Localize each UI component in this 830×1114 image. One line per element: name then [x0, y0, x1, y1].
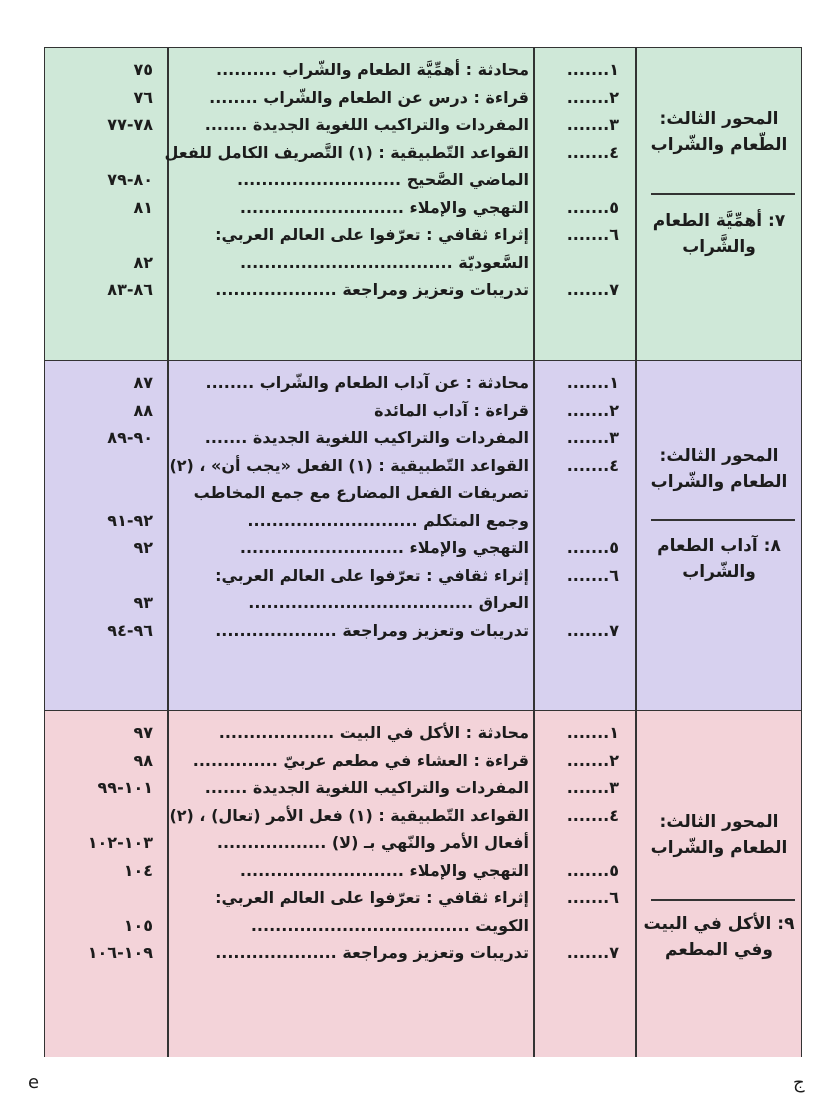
toc-row	[45, 88, 801, 114]
section-lesson-8	[45, 361, 801, 710]
toc-row	[45, 280, 801, 306]
lesson-step-number: ٦.......	[566, 565, 619, 585]
page-number: ٩٣	[133, 593, 153, 612]
lesson-step-title: التهجي والإملاء ...........................	[239, 538, 529, 557]
toc-row	[45, 566, 801, 592]
lesson-step-title: التهجي والإملاء ...........................	[239, 860, 529, 880]
axis-title: المحور الثالث: الطعام والشّراب	[650, 446, 788, 492]
lesson-step-number: ٤.......	[566, 455, 619, 475]
lesson-step-number: ٧.......	[566, 943, 619, 962]
lesson-step-title: إثراء ثقافي : تعرّفوا على العالم العربي:	[215, 565, 529, 585]
lesson-step-title: المفردات والتراكيب اللغوية الجديدة .......	[204, 428, 529, 447]
toc-row	[45, 723, 801, 749]
page-number: ١٠٣-١٠٢	[87, 833, 153, 852]
page-number: ٩٢	[133, 538, 153, 557]
lesson-step-number: ٤.......	[566, 805, 619, 825]
lesson-step-number: ١.......	[566, 60, 619, 79]
lesson-step-number: ٣.......	[566, 115, 619, 134]
page-number: ١٠٩-١٠٦	[87, 943, 153, 962]
lesson-step-title: وجمع المتكلم ............................	[247, 510, 529, 530]
lesson-step-title: إثراء ثقافي : تعرّفوا على العالم العربي:	[215, 225, 529, 244]
page-number: ٧٦	[133, 87, 153, 107]
toc-row	[45, 593, 801, 619]
lesson-step-title: العراق .....................................	[248, 593, 529, 612]
lesson-step-number: ٥.......	[566, 860, 619, 880]
toc-row	[45, 253, 801, 279]
toc-row	[45, 751, 801, 777]
page-number: ٨١	[133, 197, 153, 217]
page-number: ٨٠-٧٩	[107, 170, 153, 189]
section-lesson-7	[45, 48, 801, 360]
toc-row	[45, 401, 801, 427]
page-number: ٧٥	[133, 60, 153, 79]
lesson-step-title: قراءة : درس عن الطعام والشّراب ........	[209, 87, 529, 107]
lesson-step-title: القواعد التّطبيقية : (١) فعل الأمر (تعال) ، (٢)	[169, 805, 529, 825]
page-number: ٩٠-٨٩	[107, 428, 153, 447]
lesson-step-title: إثراء ثقافي : تعرّفوا على العالم العربي:	[215, 888, 529, 907]
lesson-title: ٧: أهمِّيَّة الطعام والشَّراب	[652, 211, 786, 257]
lesson-step-title: القواعد التّطبيقية : (١) الفعل «يجب أن» ، (٢)	[169, 455, 529, 475]
table-of-contents	[44, 47, 802, 1057]
lesson-step-title: السَّعوديّة ...................................	[239, 252, 529, 272]
toc-row	[45, 143, 801, 169]
lesson-step-number: ٤.......	[566, 142, 619, 162]
toc-row	[45, 888, 801, 914]
toc-row	[45, 198, 801, 224]
page-number: ٨٨	[133, 400, 153, 420]
lesson-step-title: تدريبات وتعزيز ومراجعة ....................	[215, 943, 529, 962]
lesson-step-title: الكويت ....................................	[250, 915, 529, 935]
lesson-step-number: ٧.......	[566, 280, 619, 299]
toc-row	[45, 861, 801, 887]
toc-row	[45, 483, 801, 509]
toc-row	[45, 60, 801, 86]
toc-row	[45, 170, 801, 196]
lesson-step-number: ١.......	[566, 373, 619, 392]
lesson-title: ٨: آداب الطعام والشّراب	[657, 536, 781, 582]
page-number: ٨٢	[133, 252, 153, 272]
toc-row	[45, 916, 801, 942]
lesson-step-title: تدريبات وتعزيز ومراجعة ....................	[215, 280, 529, 299]
lesson-step-title: تدريبات وتعزيز ومراجعة ....................	[215, 620, 529, 640]
toc-row	[45, 943, 801, 969]
lesson-step-title: قراءة : آداب المائدة	[374, 400, 529, 420]
lesson-step-number: ٦.......	[566, 888, 619, 907]
toc-row	[45, 806, 801, 832]
toc-row	[45, 428, 801, 454]
lesson-step-title: المفردات والتراكيب اللغوية الجديدة .......	[204, 778, 529, 797]
page-number: ٩٨	[133, 750, 153, 770]
lesson-step-title: التهجي والإملاء ...........................	[239, 197, 529, 217]
lesson-step-title: الماضي الصَّحيح ...........................	[237, 170, 529, 189]
page-number: ٩٧	[133, 723, 153, 742]
lesson-step-title: تصريفات الفعل المضارع مع جمع المخاطب	[193, 483, 529, 502]
lesson-step-title: القواعد التّطبيقية : (١) التَّصريف الكامل للفعل	[164, 142, 529, 162]
page-number: ٨٧	[133, 373, 153, 392]
page-number: ٧٨-٧٧	[107, 115, 153, 134]
lesson-step-number: ٢.......	[566, 750, 619, 770]
page-number: ١٠٥	[123, 915, 153, 935]
lesson-step-number: ٧.......	[566, 620, 619, 640]
page-number: ٨٦-٨٣	[107, 280, 153, 299]
lesson-step-number: ٢.......	[566, 87, 619, 107]
lesson-step-number: ٣.......	[566, 778, 619, 797]
lesson-step-title: محادثة : أهمِّيَّة الطعام والشّراب ..........	[215, 60, 529, 79]
lesson-title: ٩: الأكل في البيت وفي المطعم	[643, 914, 795, 960]
section-lesson-9	[45, 711, 801, 1057]
page-mark-left: e	[28, 1072, 40, 1093]
toc-row	[45, 511, 801, 537]
toc-row	[45, 538, 801, 564]
axis-title: المحور الثالث: الطّعام والشّراب	[650, 109, 788, 155]
page-number: ٩٢-٩١	[107, 510, 153, 530]
toc-row	[45, 833, 801, 859]
lesson-step-number: ٣.......	[566, 428, 619, 447]
lesson-step-title: قراءة : العشاء في مطعم عربيّ ..............	[192, 750, 529, 770]
page-mark-right: ج	[793, 1072, 805, 1093]
toc-row	[45, 115, 801, 141]
toc-row	[45, 225, 801, 251]
toc-row	[45, 621, 801, 647]
toc-row	[45, 778, 801, 804]
toc-row	[45, 456, 801, 482]
axis-title: المحور الثالث: الطعام والشّراب	[650, 812, 788, 858]
lesson-step-number: ٥.......	[566, 538, 619, 557]
lesson-step-title: محادثة : الأكل في البيت ...................	[218, 723, 529, 742]
page-number: ١٠١-٩٩	[97, 778, 153, 797]
toc-row	[45, 373, 801, 399]
page-number: ١٠٤	[123, 860, 153, 880]
lesson-step-title: أفعال الأمر والنّهي بـ (لا) ..................	[216, 833, 529, 852]
lesson-step-number: ٢.......	[566, 400, 619, 420]
lesson-step-number: ٦.......	[566, 225, 619, 244]
lesson-step-title: المفردات والتراكيب اللغوية الجديدة .......	[204, 115, 529, 134]
page-number: ٩٦-٩٤	[107, 620, 153, 640]
lesson-step-number: ١.......	[566, 723, 619, 742]
lesson-step-number: ٥.......	[566, 197, 619, 217]
lesson-step-title: محادثة : عن آداب الطعام والشّراب ........	[205, 373, 529, 392]
